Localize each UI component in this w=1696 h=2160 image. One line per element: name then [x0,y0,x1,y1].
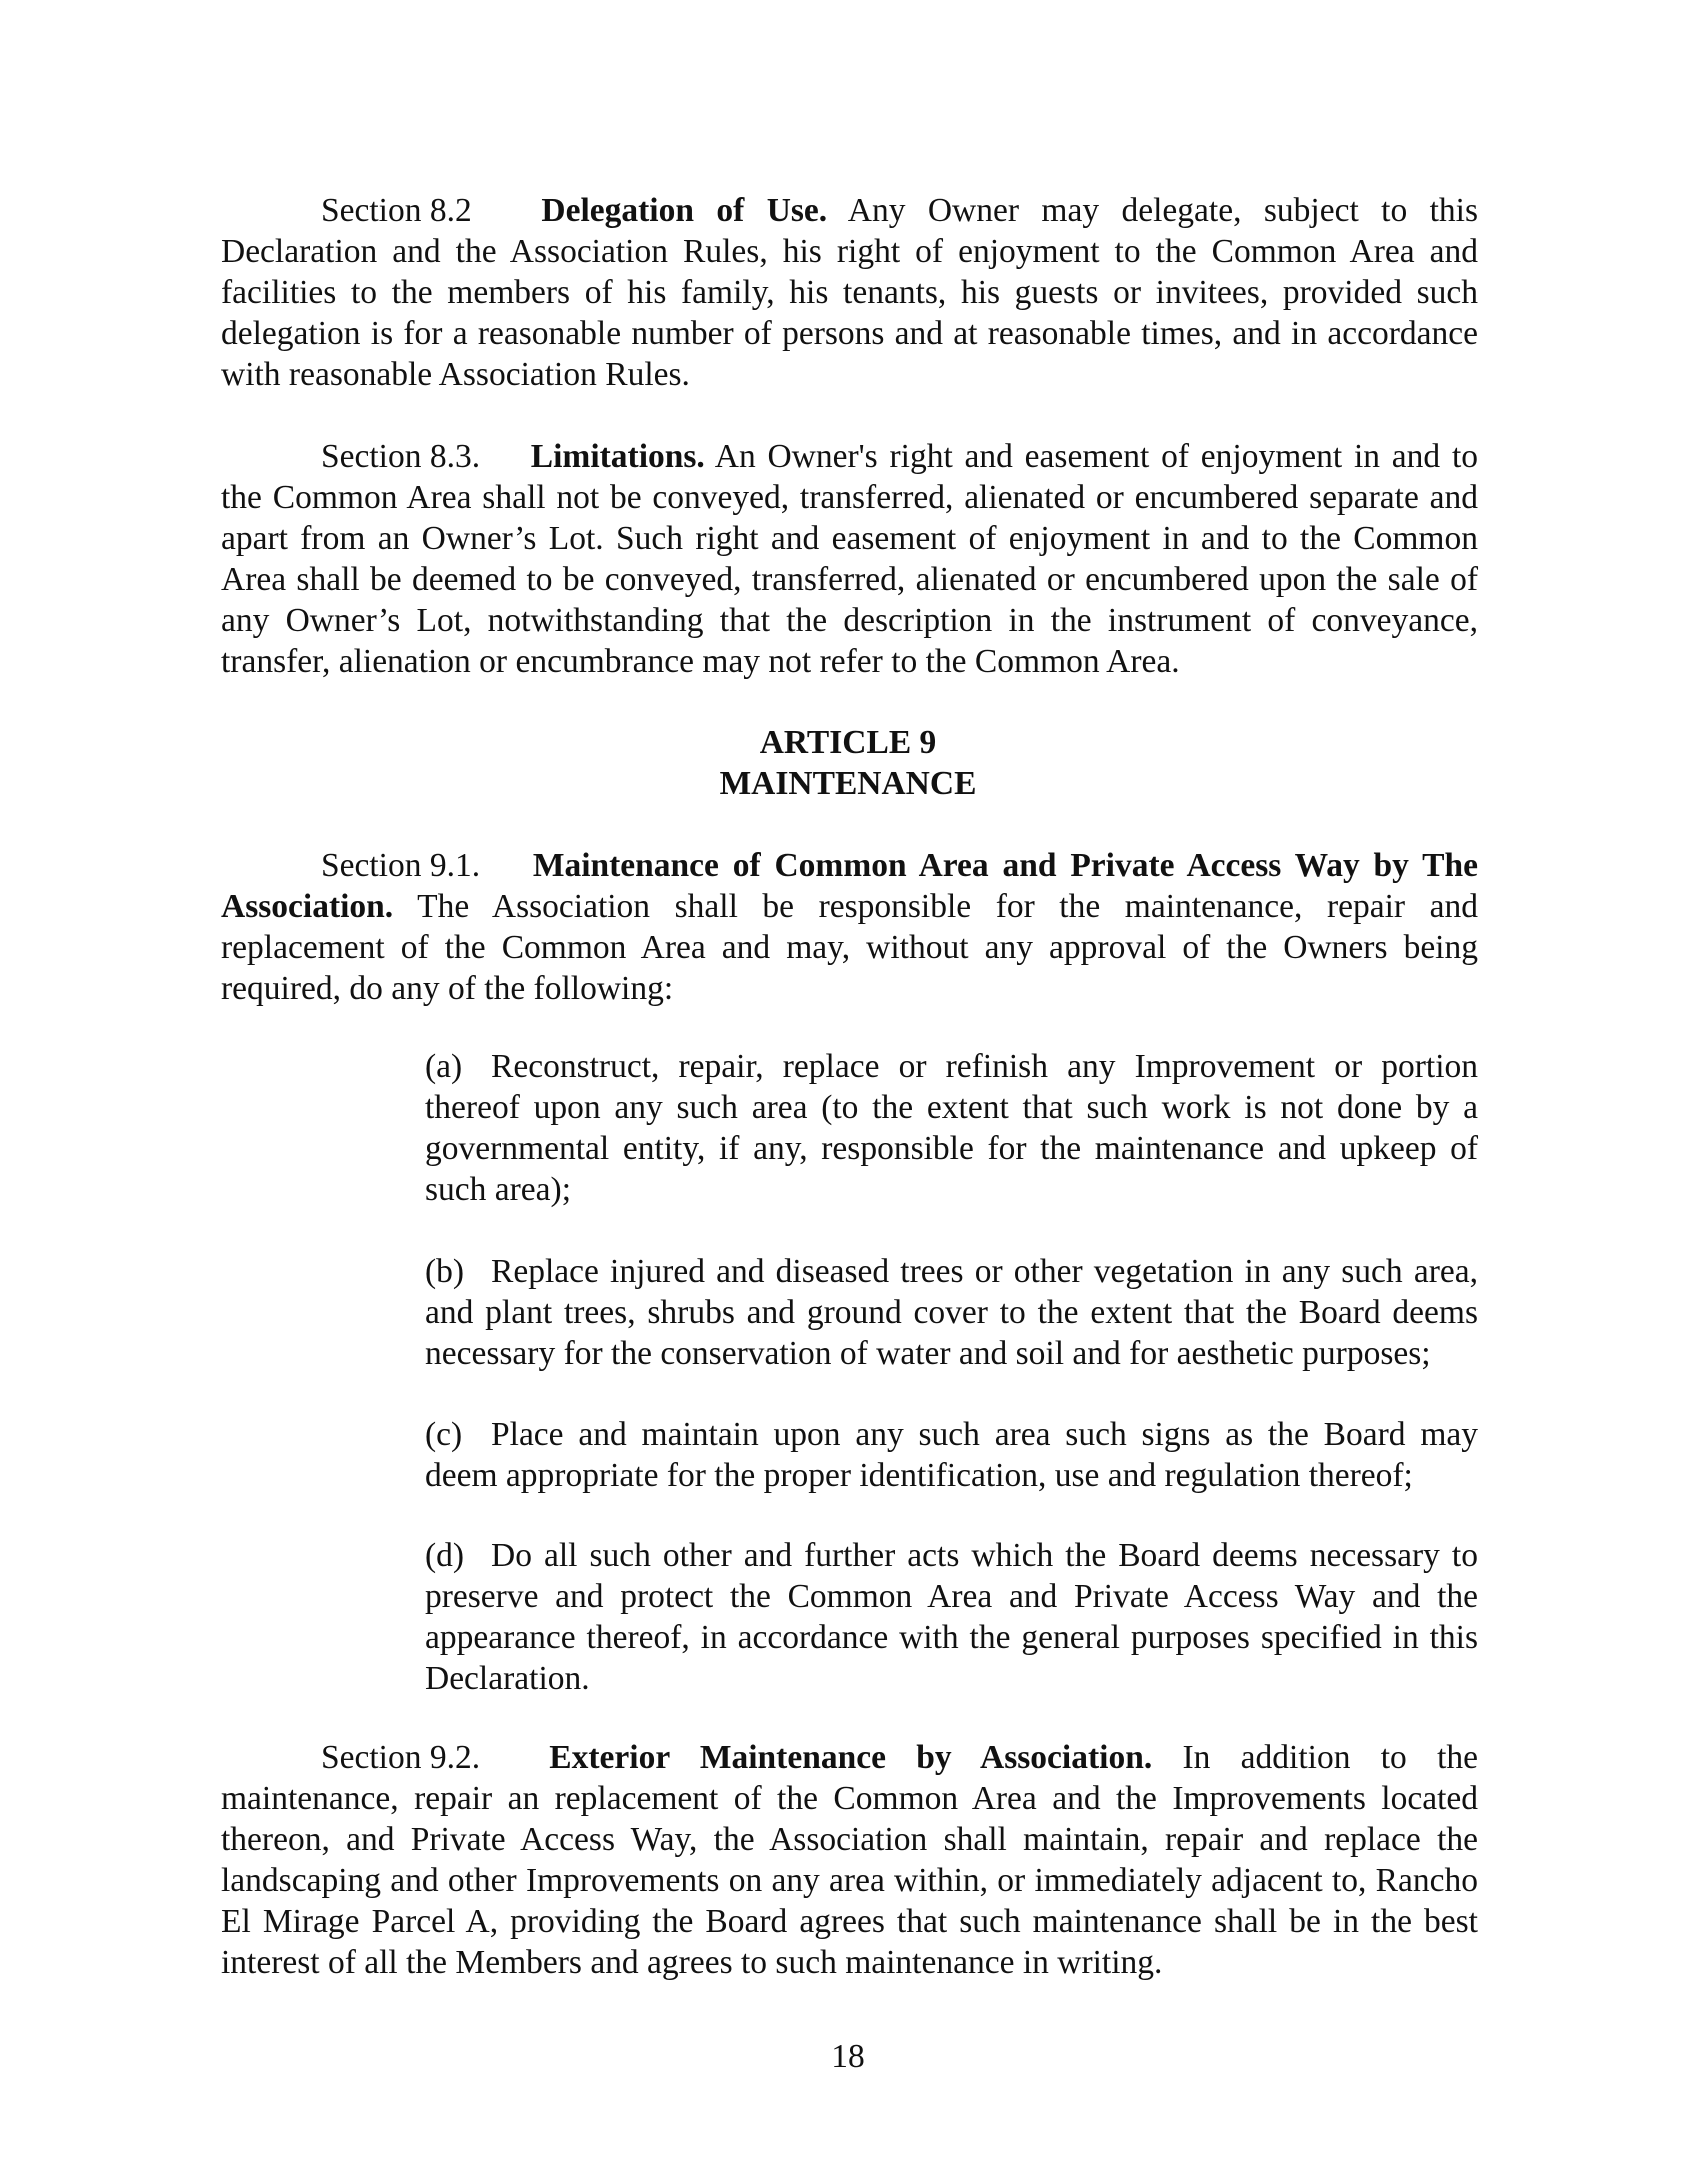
section-body: Any Owner may delegate, subject to this Declaration and the Association Rules, his right of enjoyment to the Common Area and facilities to the members of his family, his tenants, his guests or invitees, provided such delegation is for a reasonable number of persons and at reasonable times, and in accordance with reasonable Association Rules. [221,192,1479,393]
section-9-1 [221,845,1478,1009]
section-heading: Delegation of Use. [541,192,828,229]
section-9-2 [221,1737,1478,1983]
section-body: An Owner's right and easement of enjoyment in and to the Common Area shall not be conveyed, transferred, alienated or encumbered separate and apart from an Owner’s Lot. Such right and easement of enjoyment in and to the Common Area shall be deemed to be conveyed, transferred, alienated or encumbered upon the sale of any Owner’s Lot, notwithstanding that the description in the instrument of conveyance, transfer, alienation or encumbrance may not refer to the Common Area. [221,438,1478,680]
item-label: (d) [425,1537,465,1574]
list-item-d [425,1535,1478,1699]
item-text: Reconstruct, repair, replace or refinish any Improvement or portion thereof upon any such area (to the extent that such work is not done by a governmental entity, if any, responsible for the maintenance and upkeep of such area); [425,1048,1478,1208]
section-body: The Association shall be responsible for the maintenance, repair and replacement of the Common Area and may, without any approval of the Owners being required, do any of the following: [221,888,1478,1007]
item-label: (a) [425,1048,463,1085]
item-text: Place and maintain upon any such area such signs as the Board may deem appropriate for the proper identification, use and regulation thereof; [425,1416,1478,1494]
section-body: In addition to the maintenance, repair an replacement of the Common Area and the Improvements located thereon, and Private Access Way, the Association shall maintain, repair and replace the landscaping and other Improvements on any area within, or immediately adjacent to, Rancho El Mirage Parcel A, providing the Board agrees that such maintenance shall be in the best interest of all the Members and agrees to such maintenance in writing. [221,1739,1478,1981]
section-number: Section 9.2. [321,1739,481,1776]
section-heading: Limitations. [530,438,705,475]
section-number: Section 9.1. [321,847,481,884]
item-text: Do all such other and further acts which the Board deems necessary to preserve and protect the Common Area and Private Access Way and the appearance thereof, in accordance with the general purposes specified in this Declaration. [425,1537,1478,1697]
list-item-c [425,1414,1478,1496]
section-number: Section 8.2 [321,192,472,229]
article-number: ARTICLE 9 [759,724,937,761]
list-item-a [425,1046,1478,1210]
section-8-3 [221,436,1478,682]
item-text: Replace injured and diseased trees or other vegetation in any such area, and plant trees, shrubs and ground cover to the extent that the Board deems necessary for the conservation of water and soil and for aesthetic purposes; [425,1253,1478,1372]
item-label: (b) [425,1253,465,1290]
article-title: MAINTENANCE [719,765,977,802]
section-heading: Maintenance of Common Area and Private Access Way by The Association. [221,847,1478,925]
section-heading: Exterior Maintenance by Association. [549,1739,1153,1776]
page-number: 18 [831,2038,865,2075]
section-8-2 [221,190,1478,395]
section-number: Section 8.3. [321,438,481,475]
item-label: (c) [425,1416,463,1453]
list-item-b [425,1251,1478,1374]
